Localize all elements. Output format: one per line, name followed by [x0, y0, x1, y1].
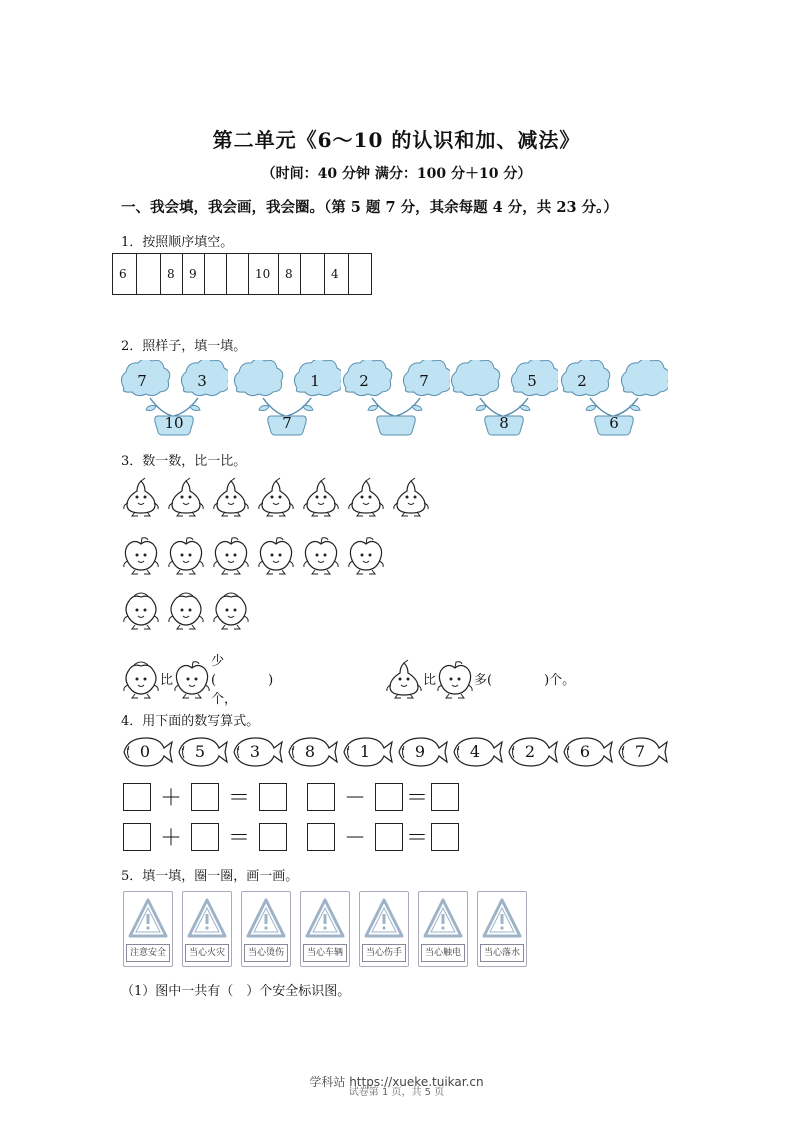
flower-right-number: 5	[527, 372, 537, 390]
fish-card	[285, 735, 338, 769]
question-5-sub-1: （1）图中一共有（ ）个安全标识图。	[121, 984, 351, 999]
answer-box[interactable]	[259, 783, 287, 811]
warning-triangle-icon	[481, 896, 523, 944]
pear-figure	[347, 477, 385, 517]
answer-box[interactable]	[375, 823, 403, 851]
sequence-cell: 4	[325, 254, 349, 294]
safety-sign	[300, 891, 350, 967]
sequence-cell: 10	[249, 254, 279, 294]
compare-word-3: 比	[423, 673, 437, 688]
sequence-cell[interactable]	[301, 254, 325, 294]
pear-figure	[167, 477, 205, 517]
safety-sign-label: 当心触电	[421, 944, 465, 962]
pear-figure	[257, 477, 295, 517]
flower-pot	[560, 360, 668, 436]
sequence-cell[interactable]	[137, 254, 161, 294]
page-title: 第二单元《6～10 的认识和加、减法》	[212, 128, 581, 152]
apple-figure	[167, 535, 205, 575]
equals-sign: ＝	[405, 826, 428, 851]
apple-figure	[212, 535, 250, 575]
answer-box[interactable]	[431, 783, 459, 811]
warning-triangle-icon	[422, 896, 464, 944]
question-4-label: 4．用下面的数写算式。	[121, 714, 260, 729]
pear-figure	[212, 477, 250, 517]
flower-pot	[120, 360, 228, 436]
pear-figure	[302, 477, 340, 517]
sequence-cell[interactable]	[349, 254, 371, 294]
fish-card	[120, 735, 173, 769]
pot-total-number: 6	[609, 414, 619, 432]
fish-card	[340, 735, 393, 769]
safety-sign-label: 当心车辆	[303, 944, 347, 962]
fish-number: 5	[194, 742, 206, 761]
question-2-label: 2．照样子，填一填。	[121, 339, 247, 354]
flower-left-number: 2	[577, 372, 587, 390]
fish-number: 0	[139, 742, 151, 761]
fish-number: 3	[249, 742, 261, 761]
flower-right-number: 7	[419, 372, 429, 390]
flower-pot	[342, 360, 450, 436]
answer-box[interactable]	[259, 823, 287, 851]
sequence-cell: 6	[113, 254, 137, 294]
minus-sign: －	[343, 826, 366, 851]
fish-number: 9	[414, 742, 426, 761]
apple-figure	[173, 659, 211, 699]
fish-card	[450, 735, 503, 769]
plus-sign: ＋	[159, 826, 182, 851]
fish-number: 7	[634, 742, 646, 761]
fish-card	[395, 735, 448, 769]
sequence-cell[interactable]	[227, 254, 249, 294]
answer-box[interactable]	[431, 823, 459, 851]
apple-figure	[347, 535, 385, 575]
fish-number: 1	[359, 742, 371, 761]
apple-figure	[436, 659, 474, 699]
plus-sign: ＋	[159, 786, 182, 811]
page-number: 试卷第 1 页，共 5 页	[348, 1087, 445, 1098]
flower-left-number: 2	[359, 372, 369, 390]
warning-triangle-icon	[127, 896, 169, 944]
pot-total-number: 10	[164, 414, 184, 432]
warning-triangle-icon	[363, 896, 405, 944]
pear-figure	[392, 477, 430, 517]
question-1-label: 1．按照顺序填空。	[121, 235, 234, 250]
fish-number-row	[120, 735, 668, 769]
safety-sign-label: 当心火灾	[185, 944, 229, 962]
sequence-cell[interactable]	[205, 254, 227, 294]
flower-pot	[233, 360, 341, 436]
pot-total-number: 8	[499, 414, 509, 432]
safety-sign	[418, 891, 468, 967]
watermark-text: 学科站 https://xueke.tuikar.cn	[309, 1075, 484, 1089]
answer-box[interactable]	[307, 823, 335, 851]
fish-number: 2	[524, 742, 536, 761]
safety-sign-label: 当心落水	[480, 944, 524, 962]
equals-sign: ＝	[405, 786, 428, 811]
peach-figure	[122, 590, 160, 630]
fish-card	[560, 735, 613, 769]
pot-total-number: 7	[282, 414, 292, 432]
question-5-label: 5．填一填，圈一圈，画一画。	[121, 869, 299, 884]
question-3-label: 3．数一数，比一比。	[121, 454, 247, 469]
flower-right-number: 1	[310, 372, 320, 390]
equals-sign: ＝	[227, 826, 250, 851]
peach-row	[122, 590, 250, 630]
apple-row	[122, 535, 385, 575]
minus-sign: －	[343, 786, 366, 811]
fish-card	[230, 735, 283, 769]
fish-number: 6	[579, 742, 591, 761]
answer-box[interactable]	[307, 783, 335, 811]
warning-triangle-icon	[304, 896, 346, 944]
safety-sign-label: 当心烫伤	[244, 944, 288, 962]
safety-sign	[477, 891, 527, 967]
answer-box[interactable]	[191, 783, 219, 811]
answer-box[interactable]	[123, 783, 151, 811]
warning-triangle-icon	[186, 896, 228, 944]
flower-pot	[450, 360, 558, 436]
answer-box[interactable]	[123, 823, 151, 851]
compare-word-1: 比	[160, 673, 174, 688]
fish-card	[175, 735, 228, 769]
compare-word-2: 少( )个，	[211, 654, 274, 707]
peach-figure	[167, 590, 205, 630]
compare-line	[122, 650, 575, 707]
safety-sign-row	[123, 891, 527, 967]
safety-sign	[359, 891, 409, 967]
safety-sign	[241, 891, 291, 967]
compare-word-4: 多( )个。	[474, 673, 576, 688]
safety-sign	[182, 891, 232, 967]
fish-number: 8	[304, 742, 316, 761]
section-heading: 一、我会填，我会画，我会圈。（第 5 题 7 分，其余每题 4 分，共 23 分。）	[121, 199, 618, 216]
pear-figure	[122, 477, 160, 517]
answer-box[interactable]	[375, 783, 403, 811]
answer-box[interactable]	[191, 823, 219, 851]
equation-row-1	[123, 781, 459, 812]
safety-sign-label: 当心伤手	[362, 944, 406, 962]
safety-sign-label: 注意安全	[126, 944, 170, 962]
number-sequence-table	[112, 253, 372, 295]
fish-card	[505, 735, 558, 769]
fish-number: 4	[469, 742, 481, 761]
safety-sign	[123, 891, 173, 967]
peach-figure	[122, 659, 160, 699]
warning-triangle-icon	[245, 896, 287, 944]
equals-sign: ＝	[227, 786, 250, 811]
fish-card	[615, 735, 668, 769]
flower-right-number: 3	[197, 372, 207, 390]
pear-figure	[385, 659, 423, 699]
sequence-cell: 8	[161, 254, 183, 294]
sequence-cell: 8	[279, 254, 301, 294]
pear-row	[122, 477, 430, 517]
apple-figure	[302, 535, 340, 575]
apple-figure	[257, 535, 295, 575]
page-subtitle: （时间：40 分钟 满分：100 分＋10 分）	[261, 166, 532, 182]
apple-figure	[122, 535, 160, 575]
peach-figure	[212, 590, 250, 630]
equation-row-2	[123, 821, 459, 852]
sequence-cell: 9	[183, 254, 205, 294]
flower-left-number: 7	[137, 372, 147, 390]
